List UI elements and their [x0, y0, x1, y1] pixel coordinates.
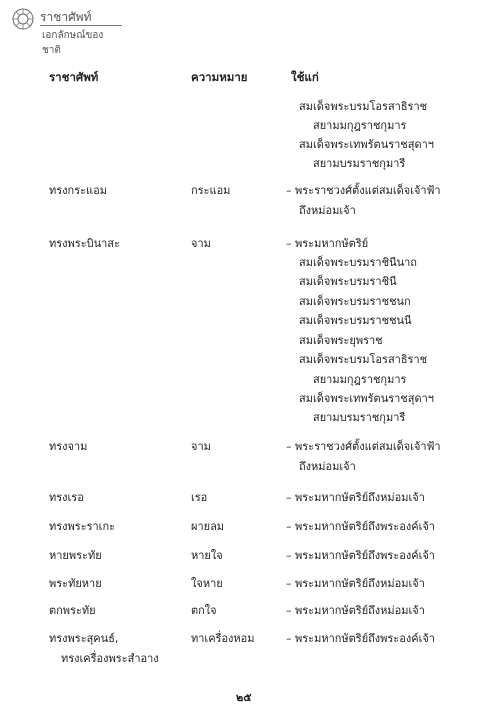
- entry-usage-line: สมเด็จพระบรมราชชนก: [299, 295, 411, 308]
- entry-term: ตกพระทัย: [49, 604, 96, 617]
- entry-term: ทรงพระสุคนธ์,: [49, 632, 119, 645]
- entry-usage-line: สมเด็จพระบรมโอรสาธิราช: [299, 353, 428, 366]
- entry-usage-line: – พระมหากษัตริย์ถึงหม่อมเจ้า: [286, 604, 425, 617]
- entry-usage-line: สมเด็จพระบรมราชชนนี: [299, 314, 412, 327]
- continuation-line: สมเด็จพระเทพรัตนราชสุดาฯ: [299, 138, 434, 151]
- column-header-term: ราชาศัพท์: [49, 70, 99, 84]
- header-title: ราชาศัพท์: [40, 10, 92, 24]
- entry-term: ทรงกระแอม: [49, 184, 107, 197]
- entry-meaning: กระแอม: [191, 184, 231, 197]
- page-header: [10, 6, 120, 56]
- entry-usage-line: – พระมหากษัตริย์ถึงหม่อมเจ้า: [286, 577, 425, 590]
- entry-usage-line: – พระมหากษัตริย์ถึงพระองค์เจ้า: [286, 632, 435, 645]
- entry-usage-line: สยามบรมราชกุมารี: [313, 411, 406, 424]
- entry-usage-line: สมเด็จพระยุพราช: [299, 334, 383, 347]
- entry-term: ทรงพระบินาสะ: [49, 237, 120, 250]
- entry-usage-line: – พระมหากษัตริย์ถึงพระองค์เจ้า: [286, 520, 435, 533]
- entry-meaning: ทาเครื่องหอม: [191, 632, 255, 645]
- continuation-line: สมเด็จพระบรมโอรสาธิราช: [299, 100, 428, 113]
- continuation-line: สยามบรมราชกุมารี: [313, 157, 406, 170]
- entry-meaning: ตกใจ: [191, 604, 217, 617]
- entry-usage-line: สมเด็จพระบรมราชินี: [299, 275, 397, 288]
- entry-term: ทรงพระราเกะ: [49, 520, 116, 533]
- entry-usage-line: – พระมหากษัตริย์ถึงพระองค์เจ้า: [286, 549, 435, 562]
- emblem-logo: [10, 6, 36, 32]
- entry-term: พระทัยหาย: [49, 577, 102, 590]
- header-rule: [40, 25, 122, 26]
- entry-term: ทรงเรอ: [49, 491, 84, 504]
- entry-usage-line: สมเด็จพระเทพรัตนราชสุดาฯ: [299, 392, 434, 405]
- entry-meaning: ผายลม: [191, 520, 225, 533]
- entry-meaning: จาม: [191, 237, 211, 250]
- entry-term: ทรงจาม: [49, 440, 88, 453]
- entry-usage-line: สยามมกุฎราชกุมาร: [313, 373, 407, 386]
- entry-meaning: ใจหาย: [191, 577, 223, 590]
- entry-usage-line: ถึงหม่อมเจ้า: [299, 204, 356, 217]
- entry-term: หายพระทัย: [49, 549, 102, 562]
- page-number: ๒๕: [236, 691, 252, 704]
- column-header-meaning: ความหมาย: [191, 70, 248, 84]
- continuation-line: สยามมกุฎราชกุมาร: [313, 119, 407, 132]
- entry-term-continued: ทรงเครื่องพระสำอาง: [61, 652, 159, 665]
- entry-meaning: จาม: [191, 440, 211, 453]
- entry-usage-line: – พระมหากษัตริย์ถึงหม่อมเจ้า: [286, 491, 425, 504]
- entry-usage-line: สมเด็จพระบรมราชินีนาถ: [299, 256, 417, 269]
- entry-usage-line: – พระราชวงศ์ตั้งแต่สมเด็จเจ้าฟ้า: [286, 184, 441, 197]
- entry-usage-line: – พระราชวงศ์ตั้งแต่สมเด็จเจ้าฟ้า: [286, 440, 441, 453]
- entry-meaning: หายใจ: [191, 549, 223, 562]
- column-header-usage: ใช้แก่: [291, 70, 319, 84]
- entry-meaning: เรอ: [191, 491, 208, 504]
- entry-usage-line: ถึงหม่อมเจ้า: [299, 460, 356, 473]
- header-subtitle: เอกลักษณ์ของชาติ: [42, 30, 104, 56]
- entry-usage-line: – พระมหากษัตริย์: [286, 237, 369, 250]
